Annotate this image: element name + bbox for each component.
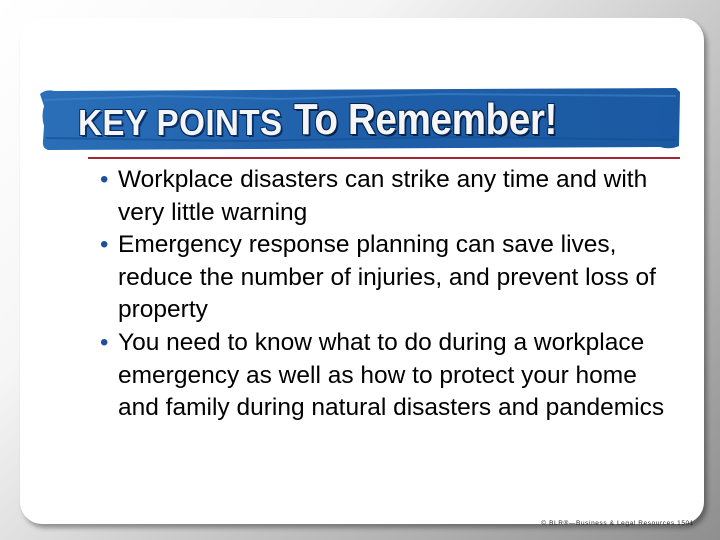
bullet-item [100, 164, 680, 229]
title-key-points: KEY POINTS [78, 102, 283, 143]
bullet-dot-icon: • [100, 231, 109, 259]
bullet-text: Emergency response planning can save lives, reduce the number of injuries, and prevent loss of property [118, 231, 656, 324]
bullet-item [100, 229, 680, 327]
divider-rule [88, 157, 680, 159]
bullet-text: Workplace disasters can strike any time and with very little warning [118, 166, 648, 226]
banner-title [78, 90, 593, 150]
bullet-list [100, 164, 680, 425]
bullet-dot-icon: • [100, 166, 109, 193]
bullet-dot-icon: • [100, 328, 109, 356]
title-to-remember: To Remember! [294, 95, 558, 144]
title-banner [40, 86, 680, 152]
bullet-text: You need to know what to do during a workplace emergency as well as how to protect your home and family during natural disasters and pandemics [118, 328, 665, 422]
copyright-footer: © BLR®—Business & Legal Resources 1501 [541, 520, 694, 527]
bullet-item [100, 327, 680, 425]
